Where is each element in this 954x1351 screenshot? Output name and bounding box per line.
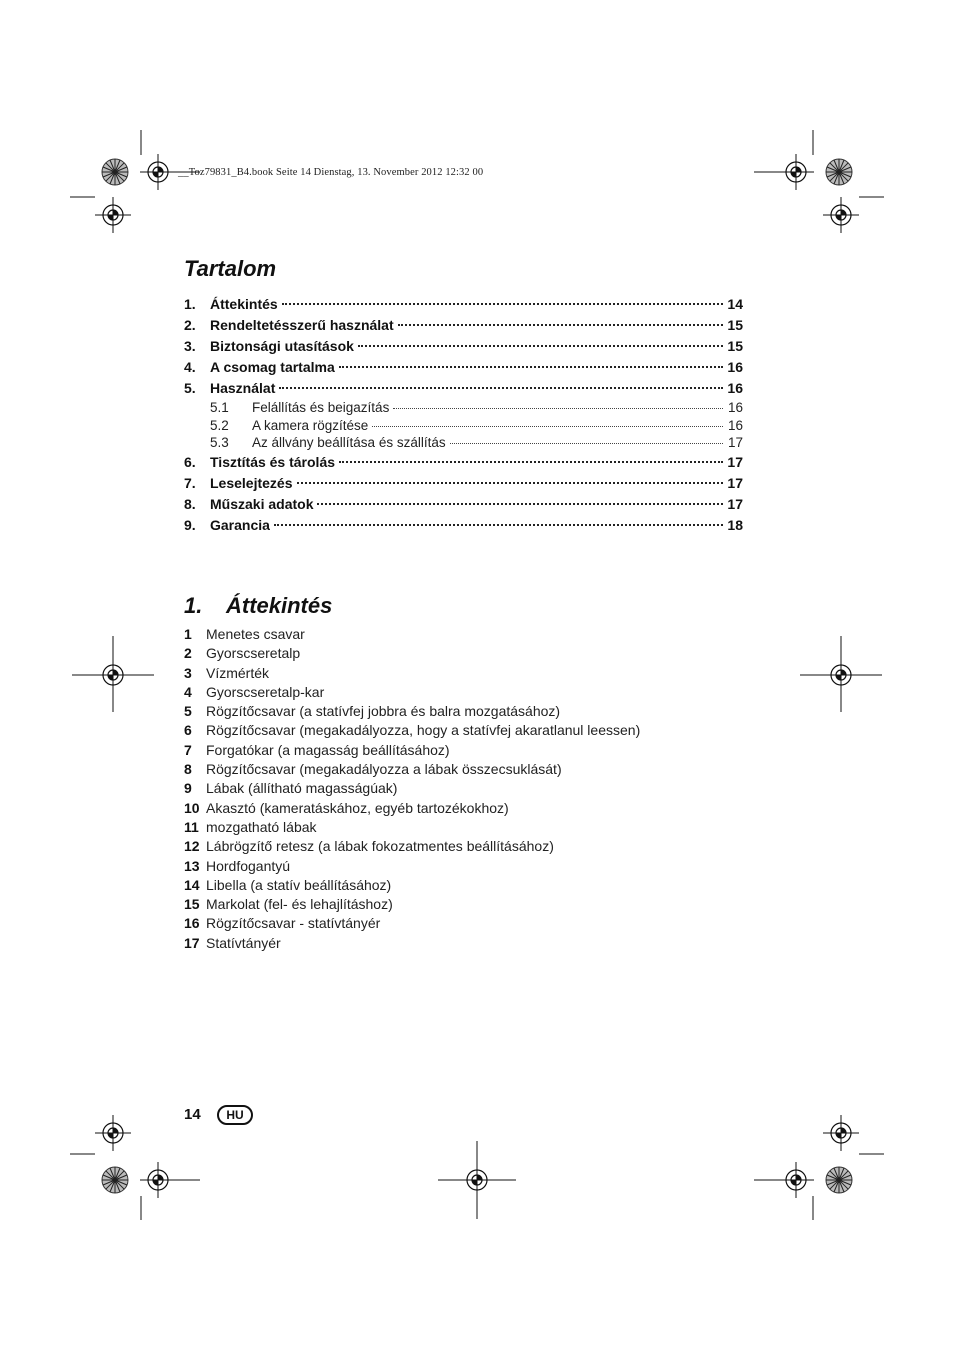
toc-entry-number: 7. xyxy=(184,474,196,491)
toc-entry-page: 17 xyxy=(727,495,743,512)
toc-entry-number: 3. xyxy=(184,338,196,354)
toc-entry-title: Tisztítás és tárolás xyxy=(210,453,336,470)
part-number: 10 xyxy=(184,799,200,816)
crosshair-registration-icon xyxy=(140,154,176,190)
part-number: 3 xyxy=(184,664,192,681)
list-item xyxy=(184,876,744,895)
toc-entry-page: 16 xyxy=(727,417,743,433)
toc-entry-title: Biztonsági utasítások xyxy=(210,338,354,354)
toc-entry-title: Felállítás és beigazítás xyxy=(252,400,390,415)
list-item xyxy=(184,837,744,856)
toc-entry-title: A kamera rögzítése xyxy=(252,417,369,433)
toc-entry-number: 9. xyxy=(184,516,196,533)
toc-entry xyxy=(184,515,743,536)
toc-leader-dots xyxy=(393,407,723,409)
toc-entry-number: 1. xyxy=(184,296,196,312)
part-number: 6 xyxy=(184,722,192,739)
toc-entry-number: 5.1 xyxy=(210,400,229,415)
toc-entry-title: Műszaki adatok xyxy=(210,495,314,512)
part-number: 17 xyxy=(184,934,200,951)
part-label: Rögzítőcsavar (megakadályozza a lábak összecsuklását) xyxy=(206,761,562,778)
list-item xyxy=(184,914,744,933)
part-label: Libella (a statív beállításához) xyxy=(206,876,392,893)
crosshair-registration-icon xyxy=(823,1115,859,1151)
crosshair-registration-icon xyxy=(95,197,131,233)
toc-leader-dots xyxy=(297,481,724,484)
toc-entry-title: Rendeltetésszerű használat xyxy=(210,317,394,333)
parts-list xyxy=(184,625,744,953)
toc-entry-page: 17 xyxy=(727,474,743,491)
toc-leader-dots xyxy=(339,460,723,463)
toc-entry xyxy=(184,336,743,357)
list-item xyxy=(184,625,744,644)
crosshair-registration-icon xyxy=(823,197,859,233)
part-label: Gyorscseretalp-kar xyxy=(206,683,325,700)
part-label: Rögzítőcsavar - statívtányér xyxy=(206,915,381,932)
toc-leader-dots xyxy=(372,425,723,427)
part-label: Akasztó (kameratáskához, egyéb tartozékokhoz) xyxy=(206,799,509,816)
toc-entry-title: Használat xyxy=(210,380,276,396)
toc-entry xyxy=(184,494,743,515)
toc-entry xyxy=(184,357,743,378)
part-label: Forgatókar (a magasság beállításához) xyxy=(206,741,450,758)
toc-leader-dots xyxy=(282,302,723,305)
part-number: 2 xyxy=(184,645,192,662)
crosshair-registration-icon xyxy=(778,1162,814,1198)
part-number: 16 xyxy=(184,915,200,932)
toc-entry-title: A csomag tartalma xyxy=(210,359,335,375)
toc-entry-page: 16 xyxy=(727,359,743,375)
toc-leader-dots xyxy=(339,365,723,368)
part-number: 8 xyxy=(184,761,192,778)
list-item xyxy=(184,934,744,953)
part-label: Gyorscseretalp xyxy=(206,645,301,662)
toc-entry xyxy=(184,434,743,452)
toc-entry-title: Leselejtezés xyxy=(210,474,293,491)
toc-entry xyxy=(184,417,743,435)
list-item xyxy=(184,818,744,837)
toc-leader-dots xyxy=(398,323,723,326)
list-item xyxy=(184,702,744,721)
toc-entry-number: 5. xyxy=(184,380,196,396)
page-number: 14 xyxy=(184,1106,201,1123)
toc-entry xyxy=(184,315,743,336)
toc-entry-number: 8. xyxy=(184,495,196,512)
part-number: 15 xyxy=(184,896,200,913)
starburst-registration-icon xyxy=(826,159,852,185)
toc-entry-number: 4. xyxy=(184,359,196,375)
list-item xyxy=(184,760,744,779)
part-label: Markolat (fel- és lehajlításhoz) xyxy=(206,896,393,913)
toc-entry-title: Áttekintés xyxy=(210,296,278,312)
toc-entry-page: 17 xyxy=(727,453,743,470)
crosshair-registration-icon xyxy=(778,154,814,190)
section-heading xyxy=(184,593,332,619)
list-item xyxy=(184,664,744,683)
list-item xyxy=(184,857,744,876)
toc-leader-dots xyxy=(279,386,723,389)
toc-entry-number: 5.3 xyxy=(210,435,229,450)
starburst-registration-icon xyxy=(826,1167,852,1193)
part-number: 5 xyxy=(184,703,192,720)
part-label: mozgatható lábak xyxy=(206,818,317,835)
toc-entry-title: Garancia xyxy=(210,516,270,533)
toc-entry xyxy=(184,473,743,494)
language-badge: HU xyxy=(217,1105,253,1125)
toc-heading: Tartalom xyxy=(184,256,277,281)
list-item xyxy=(184,741,744,760)
part-number: 9 xyxy=(184,780,192,797)
toc-entry-title: Az állvány beállítása és szállítás xyxy=(252,435,446,450)
toc-entry-page: 15 xyxy=(727,338,743,354)
part-label: Menetes csavar xyxy=(206,626,305,642)
part-label: Lábak (állítható magasságúak) xyxy=(206,780,398,797)
part-number: 11 xyxy=(184,818,199,835)
part-label: Hordfogantyú xyxy=(206,857,291,874)
part-number: 7 xyxy=(184,741,192,758)
crosshair-registration-icon xyxy=(95,1115,131,1151)
table-of-contents xyxy=(184,294,743,536)
part-number: 13 xyxy=(184,857,200,874)
section-title: Áttekintés xyxy=(226,593,333,618)
file-header: __Toz79831_B4.book Seite 14 Dienstag, 13. November 2012 12:32 00 xyxy=(178,167,484,178)
toc-entry-page: 15 xyxy=(727,317,743,333)
toc-entry xyxy=(184,378,743,399)
toc-leader-dots xyxy=(450,442,723,444)
toc-entry xyxy=(184,452,743,473)
toc-entry-number: 6. xyxy=(184,453,196,470)
toc-leader-dots xyxy=(358,344,723,347)
starburst-registration-icon xyxy=(102,159,128,185)
list-item xyxy=(184,683,744,702)
part-number: 12 xyxy=(184,838,200,855)
list-item xyxy=(184,721,744,740)
toc-entry-page: 18 xyxy=(727,516,743,533)
toc-entry-number: 2. xyxy=(184,317,196,333)
part-label: Vízmérték xyxy=(206,664,270,681)
section-number: 1. xyxy=(184,593,203,618)
part-number: 1 xyxy=(184,626,192,642)
toc-entry-page: 16 xyxy=(727,400,743,415)
toc-leader-dots xyxy=(317,502,723,505)
part-number: 14 xyxy=(184,876,200,893)
list-item xyxy=(184,644,744,663)
part-label: Lábrögzítő retesz (a lábak fokozatmentes beállításához) xyxy=(206,838,554,855)
part-number: 4 xyxy=(184,683,192,700)
toc-entry-page: 14 xyxy=(727,296,743,312)
crosshair-registration-icon xyxy=(140,1162,176,1198)
part-label: Rögzítőcsavar (megakadályozza, hogy a statívfej akaratlanul leessen) xyxy=(206,722,641,739)
list-item xyxy=(184,895,744,914)
toc-entry xyxy=(184,294,743,315)
part-label: Rögzítőcsavar (a statívfej jobbra és balra mozgatásához) xyxy=(206,703,561,720)
toc-entry-number: 5.2 xyxy=(210,417,229,433)
toc-entry-page: 16 xyxy=(727,380,743,396)
list-item xyxy=(184,779,744,798)
list-item xyxy=(184,799,744,818)
toc-leader-dots xyxy=(274,523,723,526)
toc-entry xyxy=(184,399,743,417)
toc-entry-page: 17 xyxy=(727,435,743,450)
starburst-registration-icon xyxy=(102,1167,128,1193)
part-label: Statívtányér xyxy=(206,934,281,951)
